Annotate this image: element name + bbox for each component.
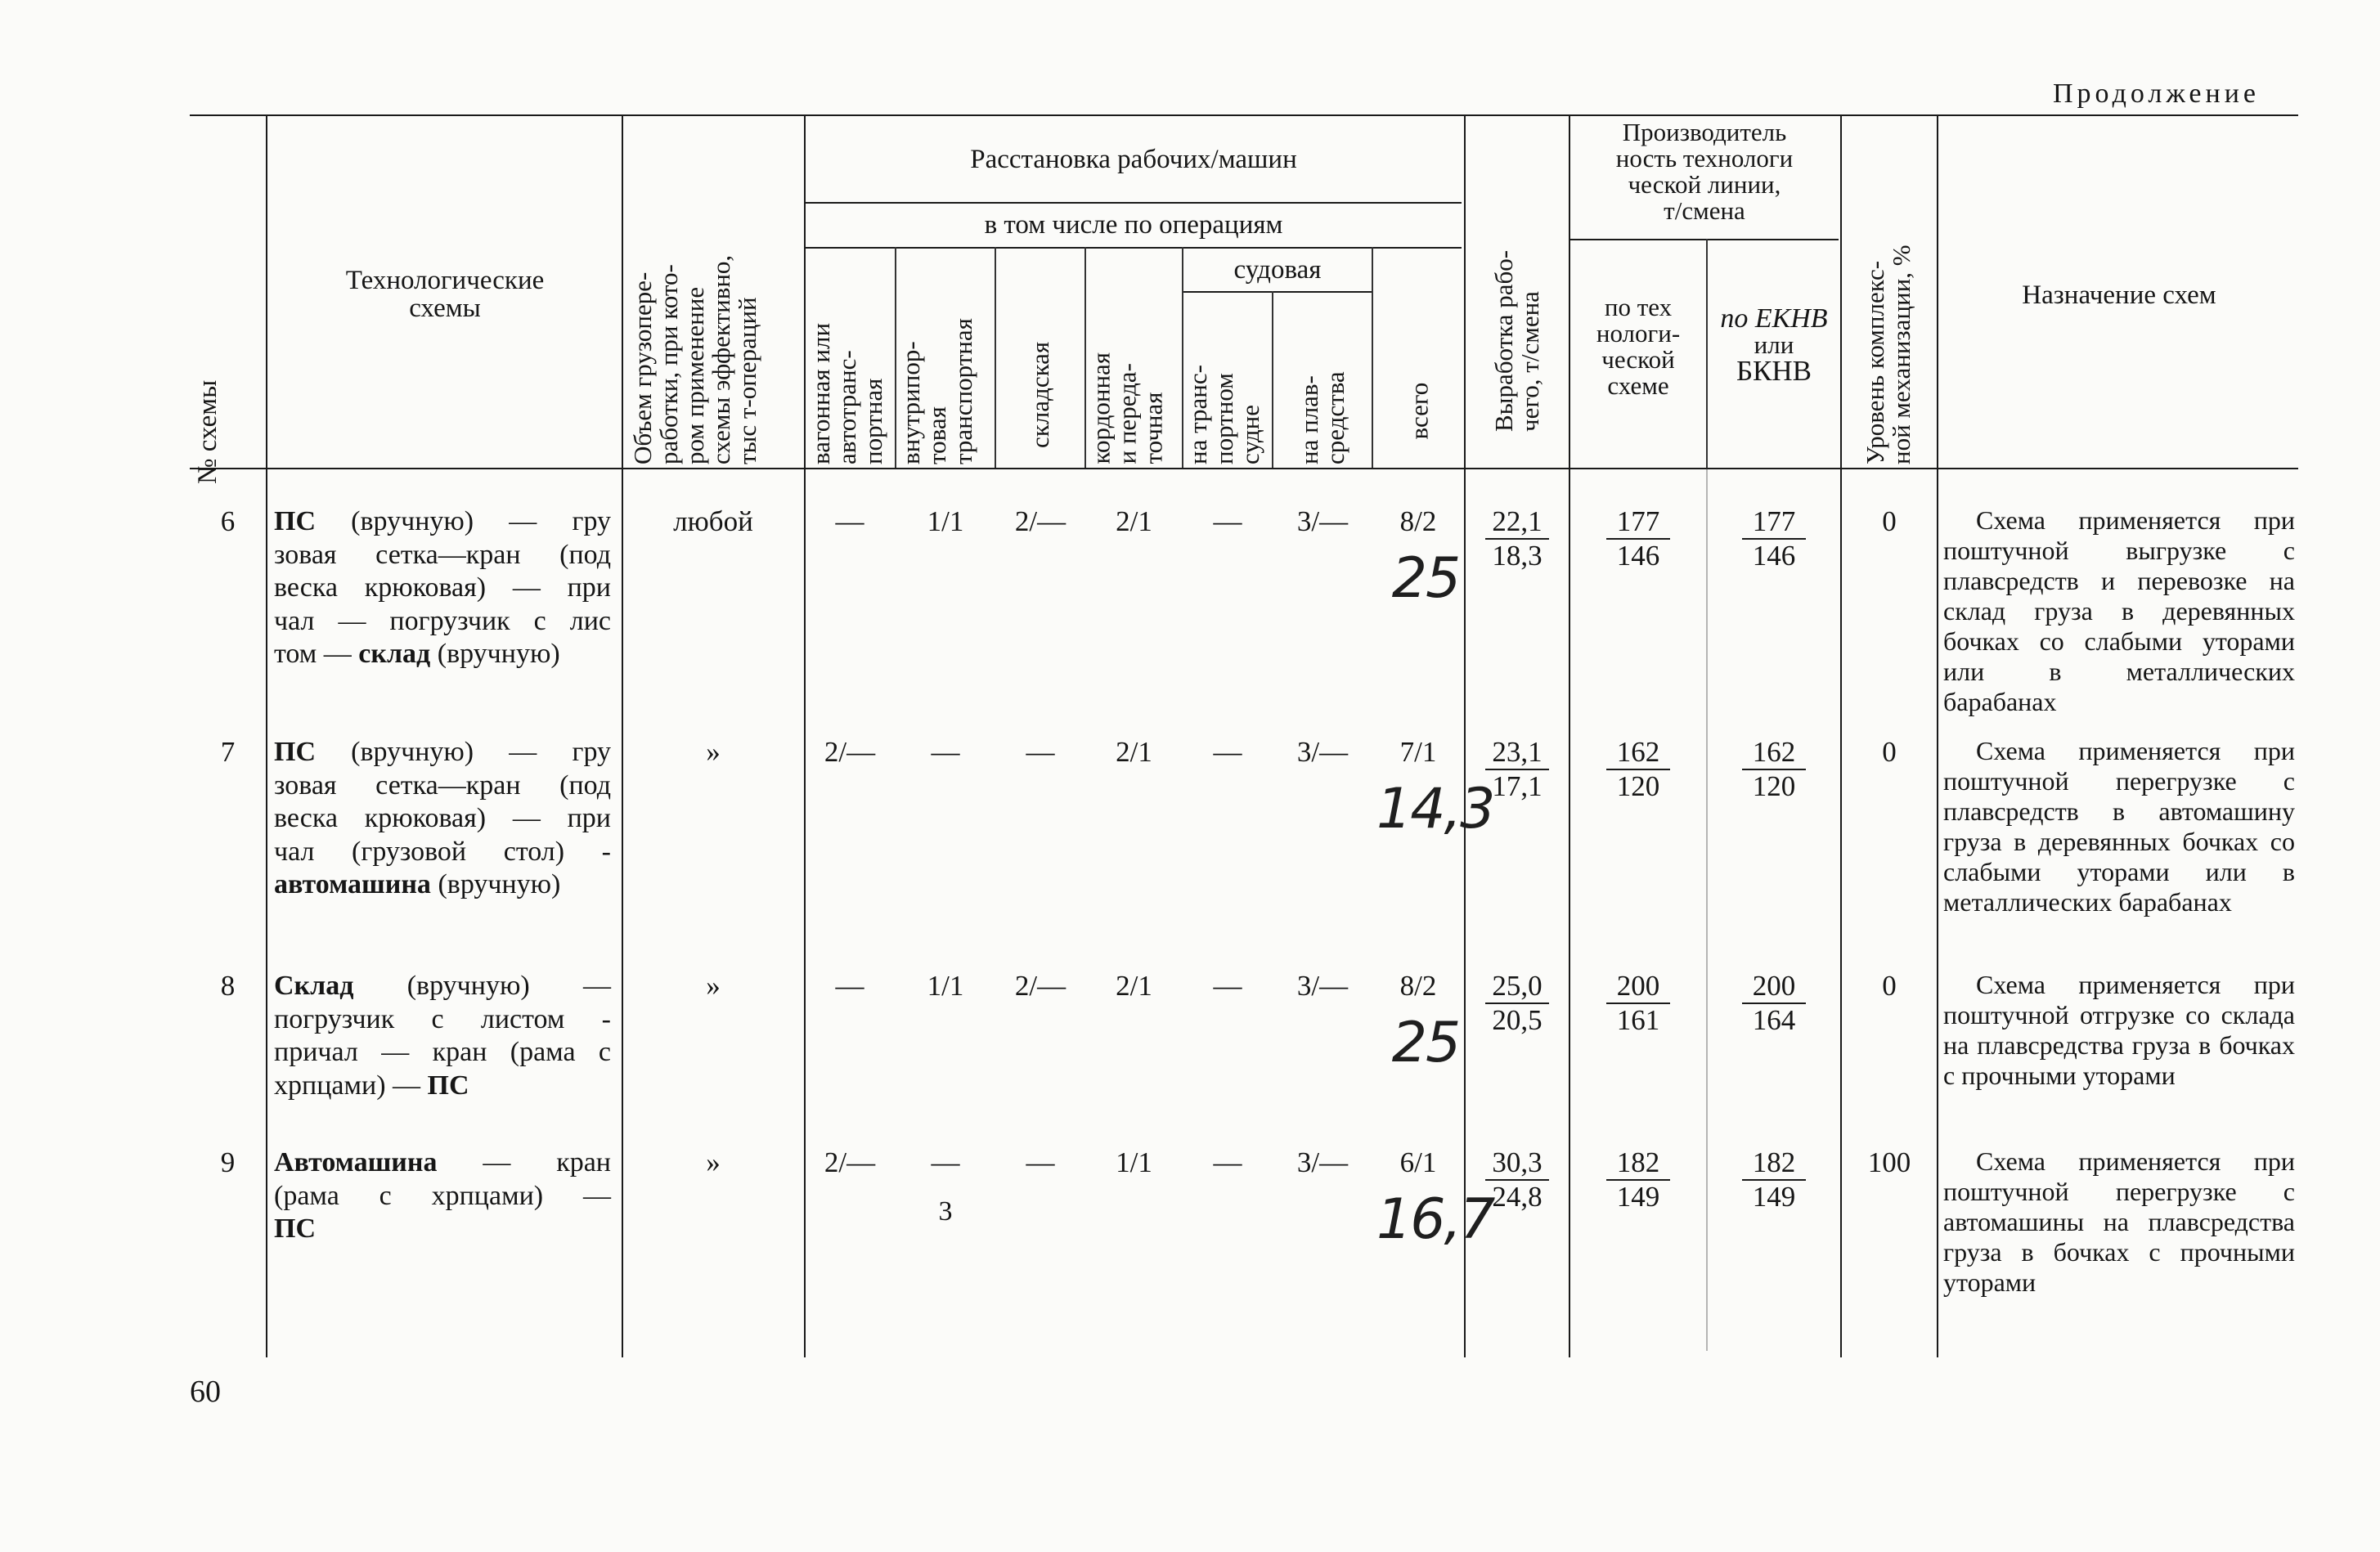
volume-value: » [706, 970, 721, 1002]
handwritten-note: 16,7 [1376, 1187, 1494, 1252]
scheme-line: причал — кран (рама с [274, 1037, 611, 1067]
purpose-text: Схема применяется при поштучной перегрузке с плавсредств в автомашину груза в деревянных бочках со слабыми уторами или в металлических барабанах [1943, 736, 2295, 917]
placement-sub-rule [806, 202, 1462, 204]
scheme-line: Автомашина — кран [274, 1147, 611, 1177]
intraport-value: — [931, 736, 960, 768]
handwritten-note: 25 [1391, 546, 1460, 611]
col-divider-1 [266, 114, 267, 1357]
mechanization-value: 100 [1867, 1146, 1911, 1178]
eknv-fraction: $\frac{177}{146}$ [1742, 505, 1806, 572]
scheme-line: ПС (вручную) — гру [274, 737, 611, 767]
wagon-value: 2/— [824, 736, 876, 768]
header-cordon: кордонная и переда- точная [1086, 352, 1168, 464]
sub-divider-ship [1272, 291, 1273, 468]
header-scheme-no: № схемы [193, 379, 222, 484]
scheme-line: ПС (вручную) — гру [274, 506, 611, 536]
scheme-description [274, 1146, 611, 1246]
cordon-value: 2/1 [1116, 970, 1152, 1002]
output-fraction: $\frac{30,3}{24,8}$ [1485, 1146, 1549, 1213]
eknv-fraction: $\frac{162}{120}$ [1742, 736, 1806, 803]
wagon-value: — [835, 505, 864, 537]
handwritten-extra: 3 [938, 1196, 953, 1227]
intraport-value: 1/1 [927, 505, 964, 537]
mechanization-value: 0 [1882, 505, 1897, 537]
volume-value: любой [673, 505, 753, 537]
purpose-text: Схема применяется при поштучной выгрузке с плавсредств и перевозке на склад груза в деревянных бочках со слабыми уторами или в металлических барабанах [1943, 505, 2295, 716]
ship-sub-rule [1183, 291, 1372, 293]
total-value: 8/2 [1399, 970, 1437, 1002]
operations-sub-rule [806, 247, 1462, 249]
header-volume: Объем грузопере- работки, при кото- ром применение схемы эффективно, тыс т-операций [628, 254, 761, 464]
scheme-line: хрпцами) — ПС [274, 1070, 469, 1101]
warehouse-value: 2/— [1014, 970, 1067, 1002]
scheme-line: Склад (вручную) — [274, 971, 611, 1001]
intraport-value: 1/1 [927, 970, 964, 1002]
scheme-line: автомашина (вручную) [274, 869, 561, 899]
table-header-bottom-rule [190, 468, 2298, 469]
transport-ship-value: — [1213, 970, 1242, 1002]
purpose-text: Схема применяется при поштучной перегрузке с автомашины на плавсредства груза в бочках с прочными уторами [1943, 1146, 2295, 1297]
header-warehouse: складская [1026, 341, 1054, 448]
total-value: 8/2 [1399, 505, 1437, 537]
transport-ship-value: — [1213, 505, 1242, 537]
header-by-eknv: по ЕКНВ или БКНВ [1720, 303, 1828, 387]
scheme-number: 8 [220, 970, 236, 1002]
scheme-line: зовая сетка—кран (под [274, 769, 611, 801]
tech-scheme-fraction: $\frac{162}{120}$ [1606, 736, 1670, 803]
scheme-line: веска крюковая) — при [274, 803, 611, 833]
scheme-description [274, 736, 611, 902]
body-divider-eknv [1706, 468, 1708, 1351]
table-top-rule [190, 114, 2298, 116]
header-intraport: внутрипор- товая транспортная [896, 318, 977, 464]
continuation-label: Продолжение [2053, 78, 2261, 109]
scheme-line: чал (грузовой стол) - [274, 836, 611, 867]
total-value: 6/1 [1399, 1146, 1437, 1178]
volume-value: » [706, 1146, 721, 1178]
productivity-sub-rule [1570, 239, 1839, 240]
total-value: 7/1 [1399, 736, 1437, 768]
cordon-value: 2/1 [1116, 736, 1152, 768]
header-by-tech-scheme: по тех нологи- ческой схеме [1596, 293, 1681, 400]
tech-scheme-fraction: $\frac{182}{149}$ [1606, 1146, 1670, 1213]
volume-value: » [706, 736, 721, 768]
header-mechanization: Уровень комплекс- ной механизации, % [1861, 244, 1915, 464]
warehouse-value: — [1026, 1146, 1055, 1178]
col-divider-7 [1937, 114, 1938, 1357]
header-tech-schemes: Технологические схемы [345, 266, 545, 323]
purpose-text: Схема применяется при поштучной отгрузке со склада на плавсредства груза в бочках с прочными уторами [1943, 970, 2295, 1090]
scheme-line: чал — погрузчик с лис [274, 605, 611, 636]
scheme-number: 7 [220, 736, 236, 768]
tech-scheme-fraction: $\frac{177}{146}$ [1606, 505, 1670, 572]
header-total: всего [1404, 382, 1433, 440]
wagon-value: 2/— [824, 1146, 876, 1178]
scheme-number: 6 [220, 505, 236, 537]
header-by-operations: в том числе по операциям [984, 210, 1283, 240]
handwritten-note: 25 [1391, 1011, 1460, 1075]
scheme-line: зовая сетка—кран (под [274, 539, 611, 570]
mechanization-value: 0 [1882, 970, 1897, 1002]
mechanization-value: 0 [1882, 736, 1897, 768]
header-wagon: вагонная или автотранс- портная [806, 322, 887, 464]
sub-divider-floating [1372, 247, 1373, 468]
output-fraction: $\frac{25,0}{20,5}$ [1485, 970, 1549, 1037]
scheme-line: (рама с хрпцами) — [274, 1180, 611, 1211]
header-on-transport-ship: на транс- портном судне [1183, 365, 1264, 464]
header-output-per-worker: Выработка рабо- чего, т/смена [1489, 249, 1544, 432]
header-purpose: Назначение схем [2022, 280, 2216, 310]
scheme-number: 9 [220, 1146, 236, 1178]
scheme-line: ПС [274, 1213, 316, 1244]
scheme-description [274, 970, 611, 1102]
cordon-value: 1/1 [1116, 1146, 1152, 1178]
floating-value: 3/— [1296, 970, 1349, 1002]
intraport-value: — [931, 1146, 960, 1178]
col-divider-4 [1464, 114, 1466, 1357]
warehouse-value: — [1026, 736, 1055, 768]
floating-value: 3/— [1296, 505, 1349, 537]
eknv-fraction: $\frac{200}{164}$ [1742, 970, 1806, 1037]
scheme-line: веска крюковая) — при [274, 572, 611, 603]
col-divider-5 [1569, 114, 1570, 1357]
output-fraction: $\frac{23,1}{17,1}$ [1485, 736, 1549, 803]
header-productivity: Производитель ность технологи ческой линии, т/смена [1615, 118, 1794, 225]
output-fraction: $\frac{22,1}{18,3}$ [1485, 505, 1549, 572]
warehouse-value: 2/— [1014, 505, 1067, 537]
tech-scheme-fraction: $\frac{200}{161}$ [1606, 970, 1670, 1037]
wagon-value: — [835, 970, 864, 1002]
floating-value: 3/— [1296, 736, 1349, 768]
handwritten-note: 14,3 [1376, 777, 1494, 841]
scheme-description [274, 505, 611, 671]
eknv-fraction: $\frac{182}{149}$ [1742, 1146, 1806, 1213]
header-on-floating: на плав- средства [1295, 371, 1349, 464]
page-number: 60 [190, 1375, 221, 1409]
transport-ship-value: — [1213, 736, 1242, 768]
floating-value: 3/— [1296, 1146, 1349, 1178]
sub-divider-eknv [1706, 239, 1708, 468]
scheme-line: том — склад (вручную) [274, 639, 560, 669]
sub-divider-warehouse [1084, 247, 1086, 468]
transport-ship-value: — [1213, 1146, 1242, 1178]
header-placement: Расстановка рабочих/машин [970, 145, 1297, 174]
sub-divider-intraport [995, 247, 996, 468]
header-ship: судовая [1233, 255, 1322, 285]
scheme-line: погрузчик с листом - [274, 1003, 611, 1034]
cordon-value: 2/1 [1116, 505, 1152, 537]
